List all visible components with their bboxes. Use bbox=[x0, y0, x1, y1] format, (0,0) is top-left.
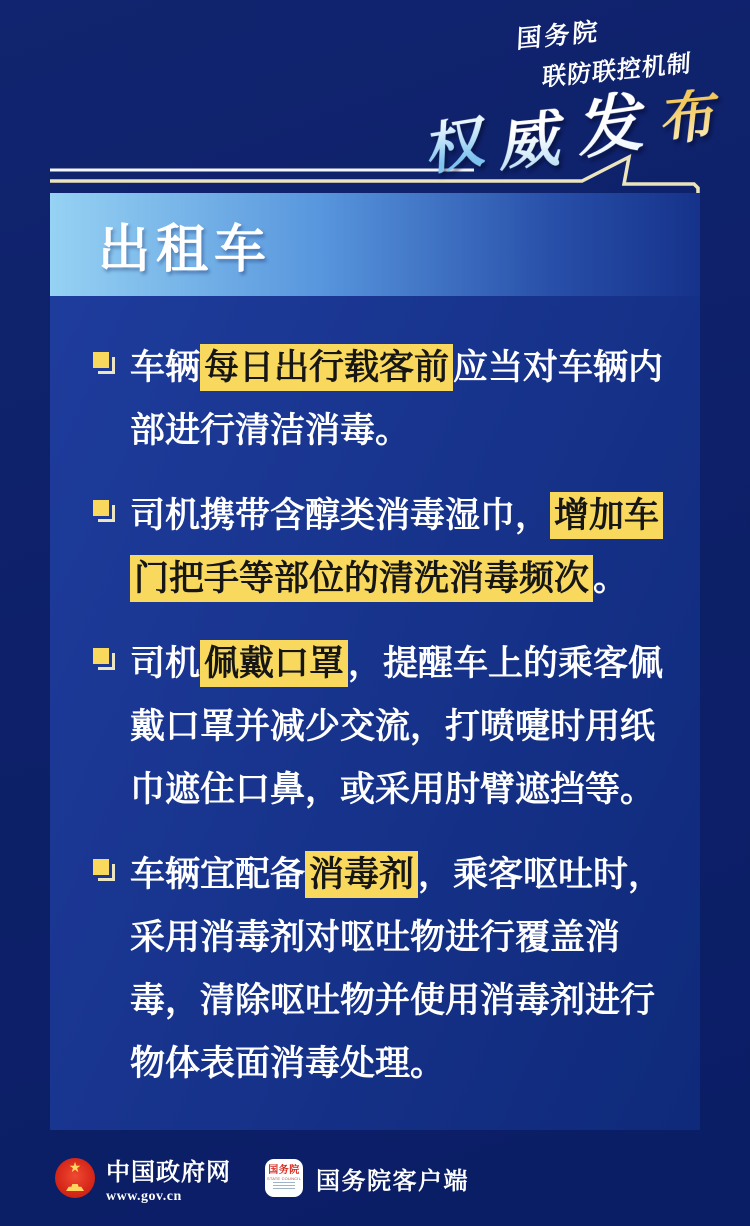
emblem-gate-icon bbox=[66, 1184, 84, 1191]
bullet-square-icon bbox=[93, 500, 109, 516]
highlight-segment: 每日出行载客前 bbox=[200, 344, 453, 391]
app-name: 国务院客户端 bbox=[316, 1167, 469, 1195]
bullet-square-icon bbox=[93, 352, 109, 368]
list-item bbox=[93, 336, 700, 462]
card-title: 出租车 bbox=[98, 222, 273, 279]
text-segment: 应当对车辆内部进行清洁消毒。 bbox=[130, 348, 664, 450]
list-item bbox=[93, 632, 700, 821]
app-icon-text: 国务院 bbox=[268, 1165, 300, 1176]
app-icon-lines bbox=[273, 1182, 295, 1191]
gov-site-name: 中国政府网 bbox=[106, 1158, 231, 1186]
highlight-segment: 消毒剂 bbox=[305, 851, 418, 898]
guideline-list bbox=[50, 296, 700, 1095]
header-org: 国务院 bbox=[515, 17, 601, 54]
highlight-segment: 增加车门把手等部位的清洗消毒频次 bbox=[130, 492, 663, 602]
header-mechanism: 联防联控机制 bbox=[541, 50, 693, 92]
gov-site-logo bbox=[106, 1152, 231, 1205]
text-segment: ，提醒车上的乘客佩戴口罩并减少交流，打喷嚏时用纸巾遮住口鼻，或采用肘臂遮挡等。 bbox=[130, 644, 664, 809]
footer bbox=[0, 1130, 750, 1226]
brand-char-4: 布 bbox=[658, 82, 722, 152]
text-segment: 车辆 bbox=[130, 348, 201, 387]
text-segment: ，乘客呕吐时，采用消毒剂对呕吐物进行覆盖消毒，清除呕吐物并使用消毒剂进行物体表面消毒处理。 bbox=[130, 855, 664, 1083]
item-text bbox=[130, 484, 670, 610]
bullet-square-icon bbox=[93, 648, 109, 664]
text-segment: 司机 bbox=[130, 644, 201, 683]
text-segment: 车辆宜配备 bbox=[130, 855, 306, 894]
gov-site-url: www.gov.cn bbox=[106, 1188, 182, 1204]
emblem-star-icon: ★ bbox=[68, 1159, 82, 1175]
text-segment: 司机携带含醇类消毒湿巾， bbox=[130, 496, 551, 535]
item-text bbox=[130, 336, 670, 462]
brand-char-1: 权 bbox=[426, 107, 488, 184]
state-council-app-icon bbox=[265, 1159, 303, 1197]
item-text bbox=[130, 632, 670, 821]
authority-header bbox=[417, 3, 722, 184]
card-title-banner bbox=[50, 193, 700, 296]
bullet-square-icon bbox=[93, 859, 109, 875]
national-emblem-icon bbox=[55, 1158, 95, 1198]
list-item bbox=[93, 484, 700, 610]
item-text bbox=[130, 843, 670, 1095]
brand-char-2: 威 bbox=[497, 103, 568, 180]
list-item bbox=[93, 843, 700, 1095]
brand-char-3: 发 bbox=[577, 82, 649, 168]
text-segment: 。 bbox=[593, 559, 629, 598]
app-icon-subtext: STATE COUNCIL bbox=[266, 1176, 301, 1181]
highlight-segment: 佩戴口罩 bbox=[200, 640, 348, 687]
content-card bbox=[50, 193, 700, 1130]
